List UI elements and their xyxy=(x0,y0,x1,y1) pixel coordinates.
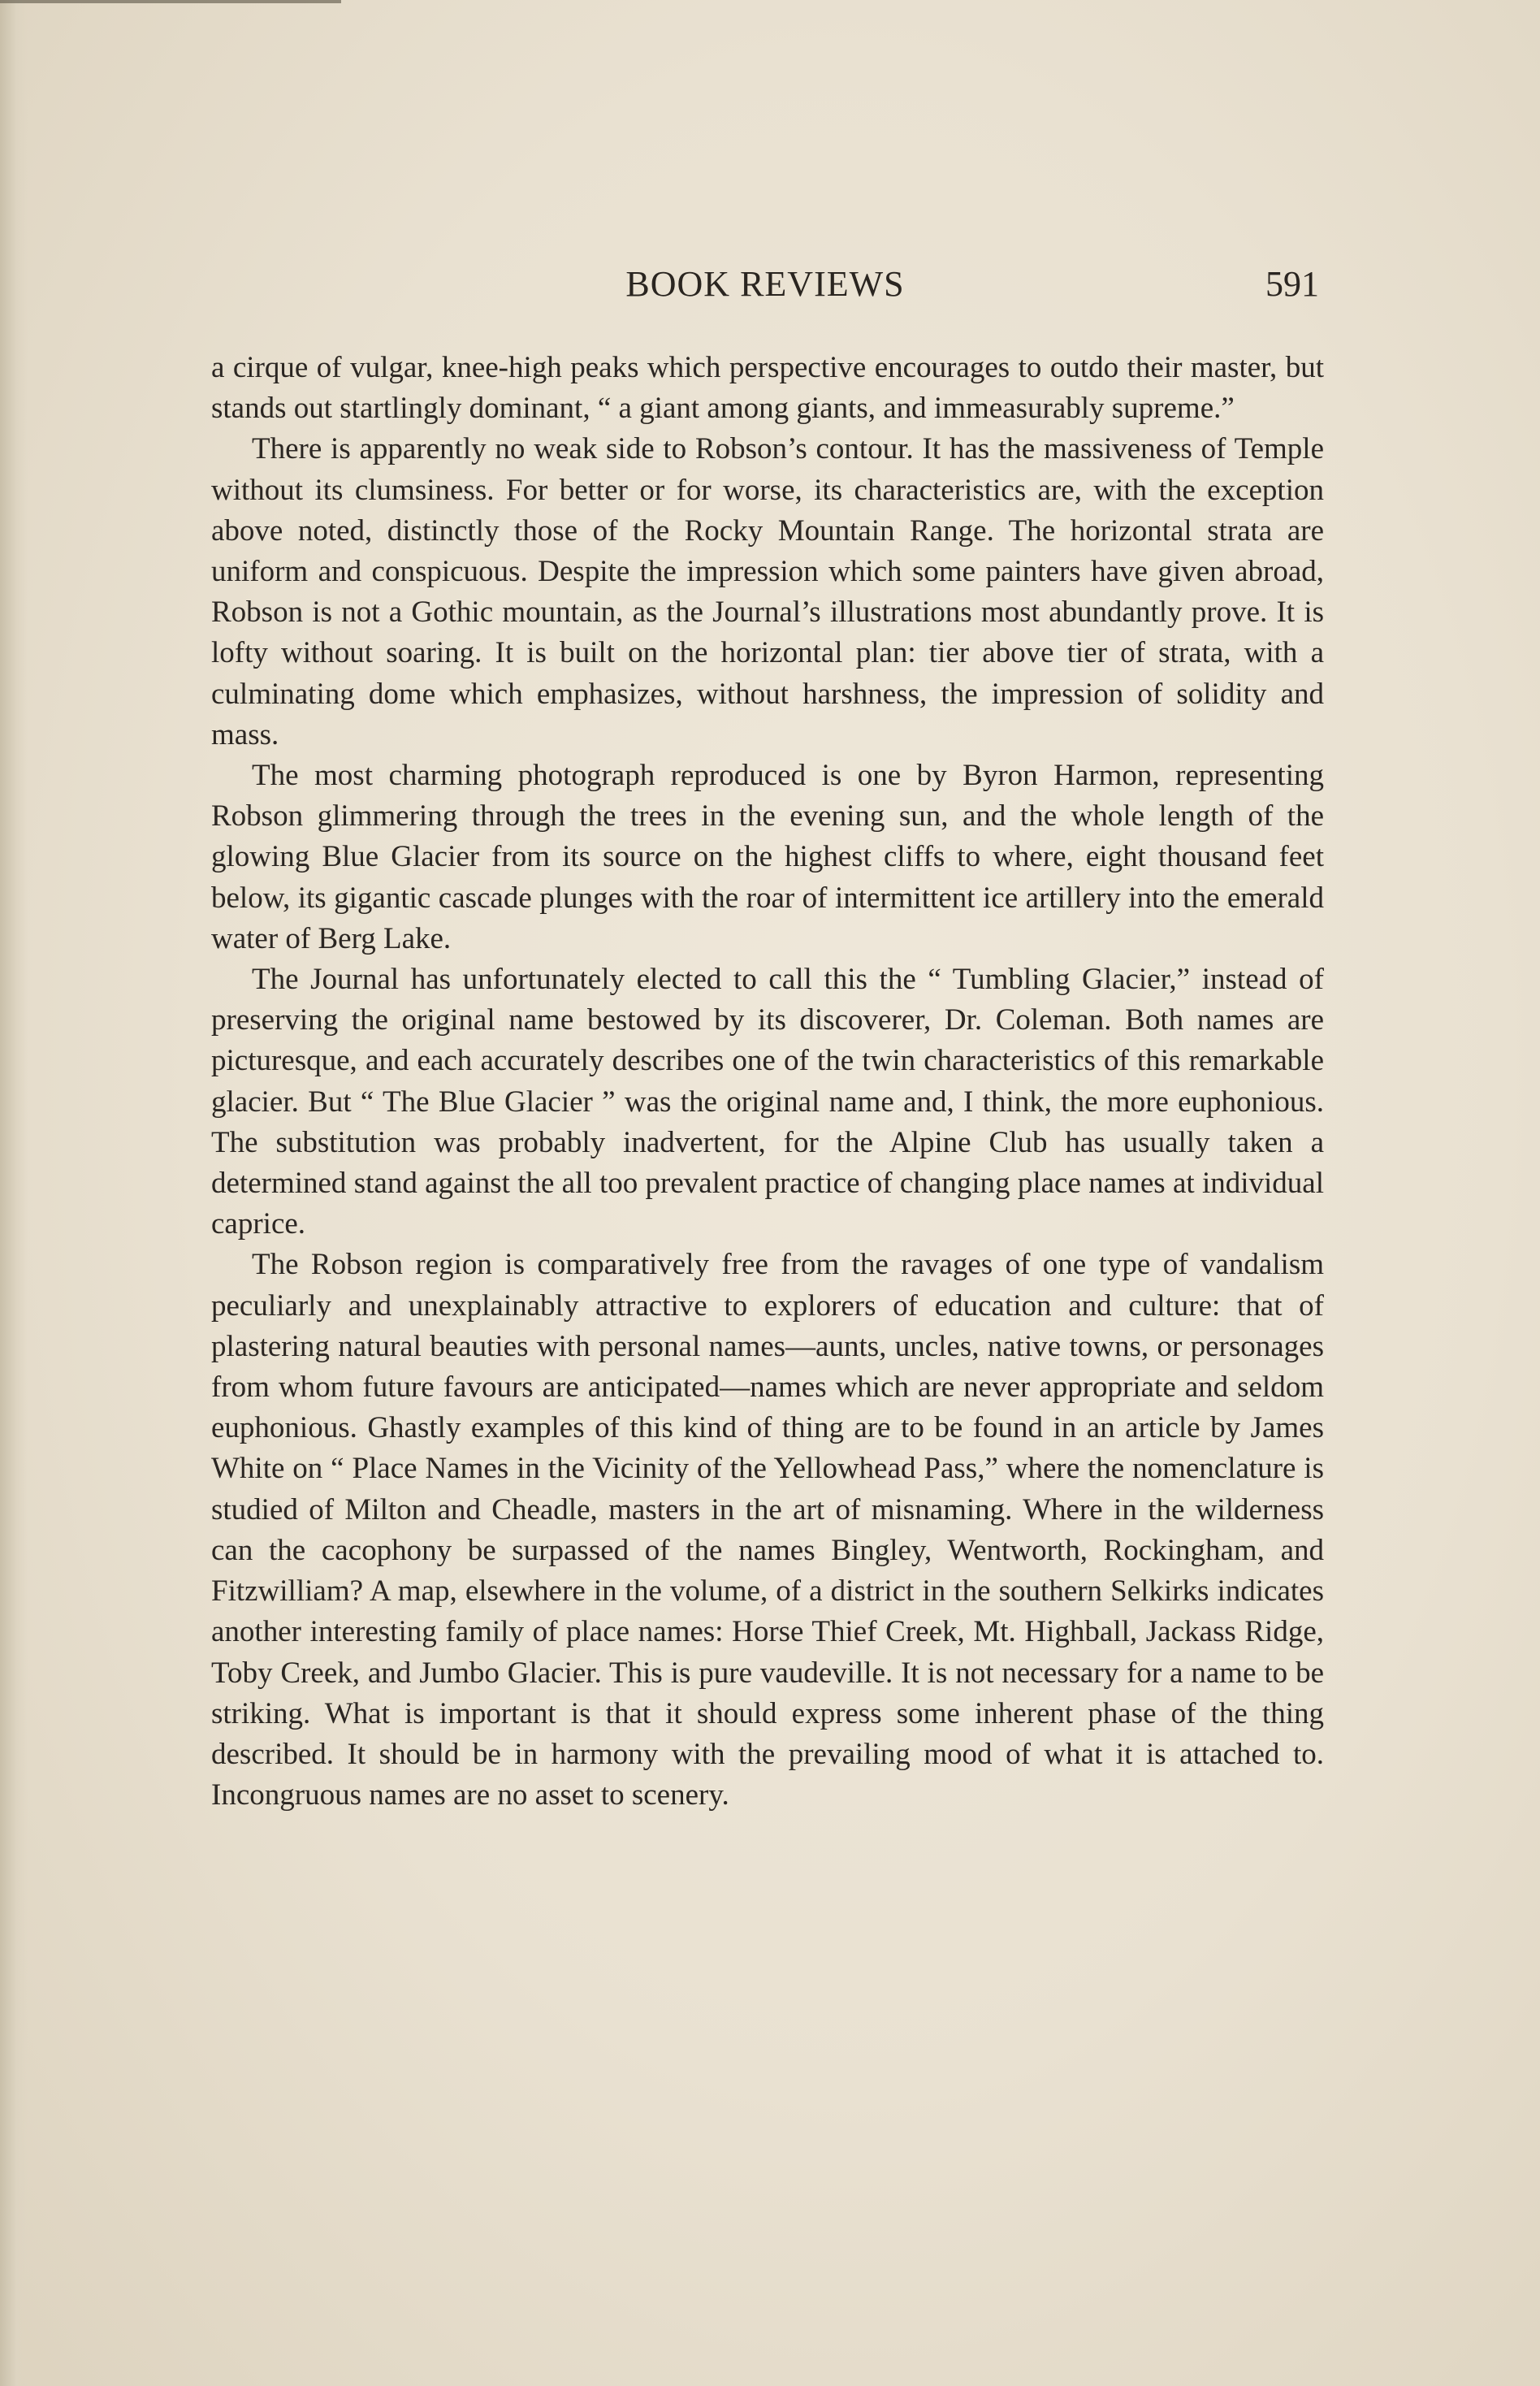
paragraph: The Journal has unfortunately elected to call this the “ Tumbling Glacier,” instead of preserving the original name bestowed by its discoverer, Dr. Coleman. Both names are picturesque, and each accurately describes one of the twin characteristics of this remarkable glacier. But “ The Blue Glacier ” was the original name and, I think, the more euphonious. The substitution was probably inadvertent, for the Alpine Club has usually taken a determined stand against the all too prevalent practice of changing place names at individual caprice. xyxy=(211,963,1324,1241)
running-title: BOOK REVIEWS xyxy=(625,264,905,304)
paragraph: The most charming photograph reproduced is one by Byron Harmon, representing Robson glimmering through the trees in the evening sun, and the whole length of the glowing Blue Glacier from its source on the highest cliffs to where, eight thousand feet below, its gigantic cascade plunges with the roar of intermittent ice artillery into the emerald water of Berg Lake. xyxy=(211,759,1324,955)
top-edge-rule xyxy=(0,0,341,3)
article-body xyxy=(211,348,1324,1816)
page-number: 591 xyxy=(1265,264,1319,304)
running-header xyxy=(211,262,1319,307)
paragraph: The Robson region is comparatively free from the ravages of one type of vandalism peculiarly and unexplainably attractive to explorers of education and culture: that of plastering natural beauties with personal names—aunts, uncles, native towns, or personages from whom future favours are anticipated—names which are never appropriate and seldom euphonious. Ghastly examples of this kind of thing are to be found in an article by James White on “ Place Names in the Vicinity of the Yellowhead Pass,” where the nomenclature is studied of Milton and Cheadle, masters in the art of misnaming. Where in the wilderness can the cacophony be surpassed of the names Bingley, Wentworth, Rockingham, and Fitzwilliam? A map, elsewhere in the volume, of a district in the southern Selkirks indicates another interesting family of place names: Horse Thief Creek, Mt. Highball, Jackass Ridge, Toby Creek, and Jumbo Glacier. This is pure vaudeville. It is not necessary for a name to be striking. What is important is that it should express some inherent phase of the thing described. It should be in harmony with the prevailing mood of what it is attached to. Incongruous names are no asset to scenery. xyxy=(211,1248,1324,1812)
paragraph-continued: a cirque of vulgar, knee-high peaks which perspective encourages to outdo their master, but stands out startlingly dominant, “ a giant among giants, and immeasurably supreme.” xyxy=(211,351,1324,426)
page-gutter-shadow xyxy=(0,0,28,2386)
paragraph: There is apparently no weak side to Robson’s contour. It has the massiveness of Temple without its clumsiness. For better or for worse, its characteristics are, with the exception above noted, distinctly those of the Rocky Mountain Range. The horizontal strata are uniform and conspicuous. Despite the impression which some painters have given abroad, Robson is not a Gothic mountain, as the Journal’s illustrations most abundantly prove. It is lofty without soaring. It is built on the horizontal plan: tier above tier of strata, with a culminating dome which emphasizes, without harshness, the impression of solidity and mass. xyxy=(211,432,1324,751)
